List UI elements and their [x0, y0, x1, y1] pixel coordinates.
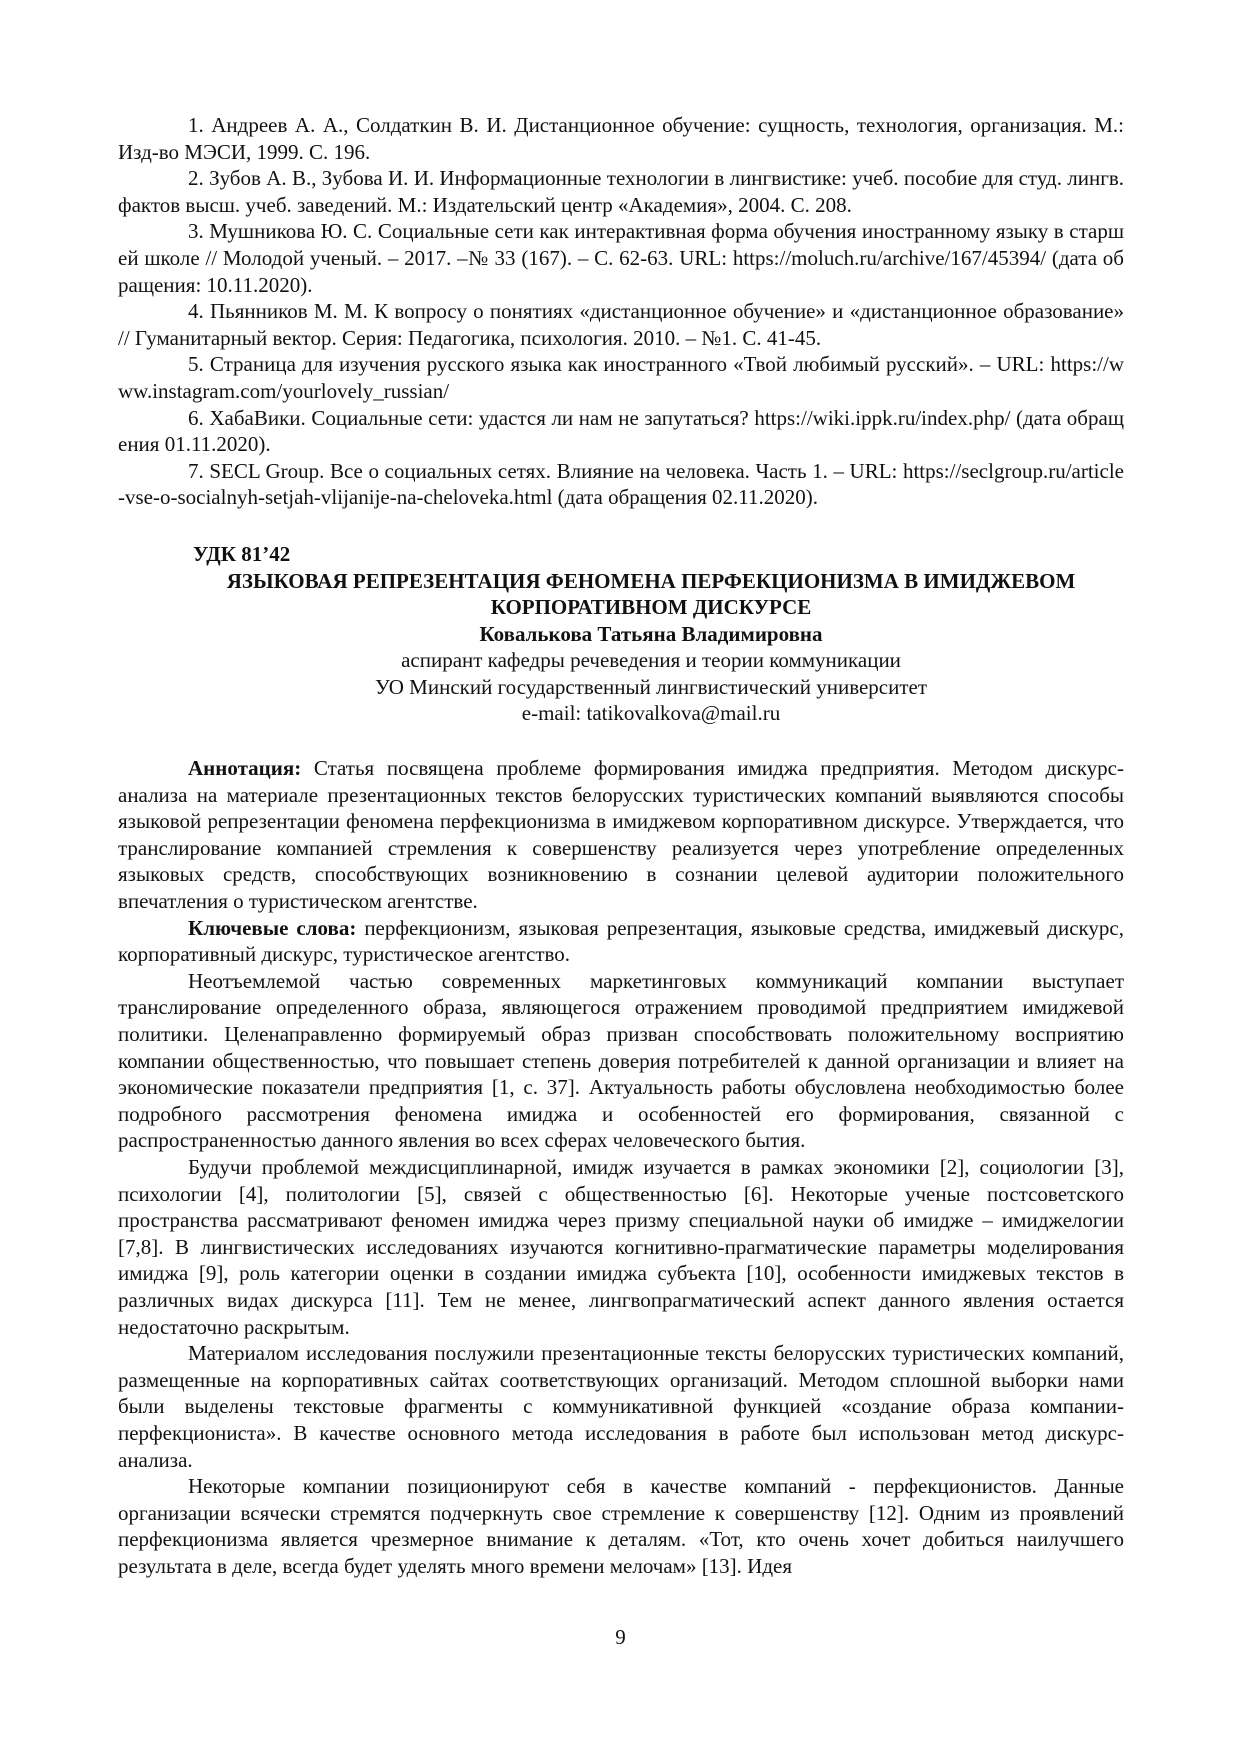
reference-item: 7. SECL Group. Все о социальных сетях. Влияние на человека. Часть 1. – URL: https://seclgroup.ru/article-vse-o-socialnyh-setjah-vlijanije-na-cheloveka.html (дата обращения 02.11.2020). [118, 458, 1124, 510]
body-paragraph: Неотъемлемой частью современных маркетинговых коммуникаций компании выступает транслирование определенного образа, являющегося отражением проводимой предприятием имиджевой политики. Целенаправленно формируемый образ призван способствовать положительному восприятию компании общественностью, что повышает степень доверия потребителей к данной организации и влияет на экономические показатели предприятия [1, с. 37]. Актуальность работы обусловлена необходимостью более подробного рассмотрения феномена имиджа и особенностей его формирования, связанной с распространенностью данного явления во всех сферах человеческого бытия. [118, 968, 1124, 1153]
body-paragraph: Материалом исследования послужили презентационные тексты белорусских туристических компаний, размещенные на корпоративных сайтах соответствующих организаций. Методом сплошной выборки нами были выделены текстовые фрагменты с коммуникативной функцией «создание образа компании-перфекциониста». В качестве основного метода исследования в работе был использован метод дискурс-анализа. [118, 1341, 1124, 1472]
reference-item: 4. Пьянников М. М. К вопросу о понятиях «дистанционное обучение» и «дистанционное образование» // Гуманитарный вектор. Серия: Педагогика, психология. 2010. – №1. С. 41-45. [118, 299, 1124, 350]
abstract-text: Статья посвящена проблеме формирования имиджа предприятия. Методом дискурс-анализа на материале презентационных текстов белорусских туристических компаний выявляются способы языковой репрезентации феномена перфекционизма в имиджевом корпоративном дискурсе. Утверждается, что транслирование компанией стремления к совершенству реализуется через употребление определенных языковых средств, способствующих возникновению в сознании целевой аудитории положительного впечатления о туристическом агентстве. [118, 756, 1124, 914]
reference-item: 1. Андреев А. А., Солдаткин В. И. Дистанционное обучение: сущность, технология, организация. М.: Изд-во МЭСИ, 1999. С. 196. [118, 113, 1124, 164]
reference-item: 5. Страница для изучения русского языка как иностранного «Твой любимый русский». – URL: https://www.instagram.com/yourlovely_russian/ [118, 352, 1124, 403]
reference-item: 3. Мушникова Ю. С. Социальные сети как интерактивная форма обучения иностранному языку в старшей школе // Молодой ученый. – 2017. –№ 33 (167). – С. 62-63. URL: https://moluch.ru/archive/167/45394/ (дата обращения: 10.11.2020). [118, 219, 1124, 297]
reference-item: 6. ХабаВики. Социальные сети: удастся ли нам не запутаться? https://wiki.ippk.ru/index.php/ (дата обращения 01.11.2020). [118, 405, 1124, 457]
keywords [118, 915, 1124, 968]
author-position: аспирант кафедры речеведения и теории коммуникации [401, 648, 901, 673]
article-title-line-1: ЯЗЫКОВАЯ РЕПРЕЗЕНТАЦИЯ ФЕНОМЕНА ПЕРФЕКЦИОНИЗМА В ИМИДЖЕВОМ [226, 568, 1076, 593]
keywords-label: Ключевые слова: [188, 915, 357, 940]
abstract [118, 755, 1124, 915]
page-content [118, 112, 1124, 1579]
keywords-text: перфекционизм, языковая репрезентация, языковые средства, имиджевый дискурс, корпоративный дискурс, туристическое агентство. [118, 915, 1124, 967]
abstract-label: Аннотация: [188, 756, 302, 781]
body-paragraph: Некоторые компании позиционируют себя в качестве компаний - перфекционистов. Данные организации всячески стремятся подчеркнуть свое стремление к совершенству [12]. Одним из проявлений перфекционизма является чрезмерное внимание к деталям. «Тот, кто очень хочет добиться наилучшего результата в деле, всегда будет уделять много времени мелочам» [13]. Идея [118, 1474, 1124, 1578]
author-email: e-mail: tatikovalkova@mail.ru [521, 701, 781, 726]
page-number: 9 [615, 1625, 626, 1649]
article-title-line-2: КОРПОРАТИВНОМ ДИСКУРСЕ [490, 595, 812, 620]
reference-item: 2. Зубов А. В., Зубова И. И. Информационные технологии в лингвистике: учеб. пособие для студ. лингв. фактов высш. учеб. заведений. М.: Издательский центр «Академия», 2004. С. 208. [118, 166, 1124, 217]
body-paragraph: Будучи проблемой междисциплинарной, имидж изучается в рамках экономики [2], социологии [3], психологии [4], политологии [5], связей с общественностью [6]. Некоторые ученые постсоветского пространства рассматривают феномен имиджа через призму специальной науки об имидже – имиджелогии [7,8]. В лингвистических исследованиях изучаются когнитивно-прагматические параметры моделирования имиджа [9], роль категории оценки в создании имиджа субъекта [10], особенности имиджевых текстов в различных видах дискурса [11]. Тем не менее, лингвопрагматический аспект данного явления остается недостаточно раскрытым. [118, 1154, 1124, 1339]
author-organization: УО Минский государственный лингвистический университет [374, 674, 928, 699]
udk-code: УДК 81’42 [193, 541, 291, 566]
author-name: Ковалькова Татьяна Владимировна [479, 621, 823, 646]
reference-list [118, 112, 1124, 511]
